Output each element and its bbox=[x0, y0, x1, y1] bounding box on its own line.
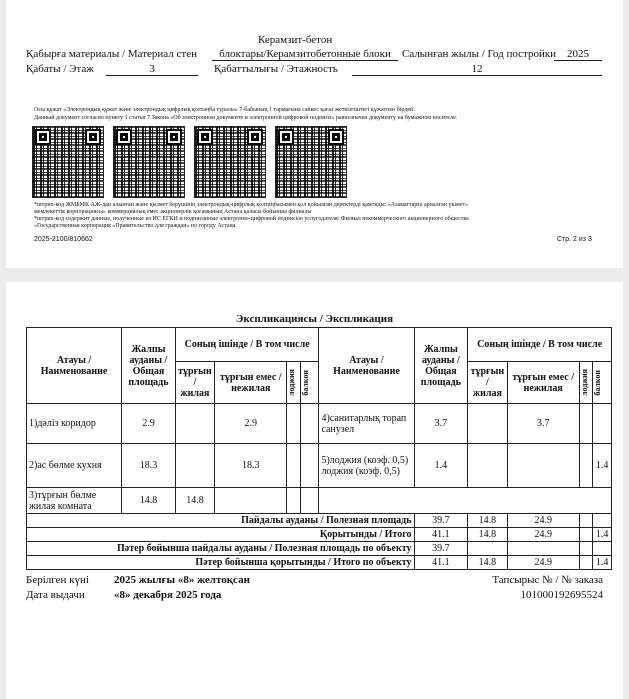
room-balcony bbox=[300, 488, 319, 514]
summary-label: Пәтер бойынша пайдалы ауданы / Полезная площадь по объекту bbox=[27, 542, 415, 556]
room-balcony bbox=[300, 444, 319, 488]
year-value: 2025 bbox=[554, 48, 602, 61]
header-balcony-left: балкон bbox=[300, 369, 310, 396]
header-loggia-right: лоджия bbox=[579, 368, 589, 397]
room-name: 5)лоджия (коэф. 0,5) лоджия (коэф. 0,5) bbox=[319, 444, 414, 488]
floors-value: 12 bbox=[352, 63, 602, 76]
room-name: 3)тұрғын бөлме жилая комната bbox=[27, 488, 122, 514]
room-balcony bbox=[593, 404, 612, 444]
summary-label: Пәтер бойынша қорытынды / Итого по объекту bbox=[27, 556, 415, 570]
floor-label: Қабаты / Этаж bbox=[26, 63, 94, 75]
room-balcony: 1.4 bbox=[593, 444, 612, 488]
table-row bbox=[27, 488, 612, 514]
summary-living: 14.8 bbox=[468, 556, 507, 570]
page-2-of-3 bbox=[6, 0, 623, 268]
barcode-note-ru-2: «Государственная корпорация «Правительство для граждан» по городу Астана bbox=[34, 223, 236, 229]
header-balcony-right: балкон bbox=[593, 369, 603, 396]
summary-nonliving bbox=[507, 542, 579, 556]
room-living bbox=[468, 444, 507, 488]
summary-row bbox=[27, 528, 612, 542]
summary-living bbox=[468, 542, 507, 556]
barcode-note-ru-1: *штрих-код содержит данные, полученные из ИС ЕГКН и подписанные электронно-цифровой подписью услугодателя: Филиал некоммерческого акционерного общества bbox=[34, 216, 469, 222]
room-loggia bbox=[287, 404, 300, 444]
header-nonliving-right: тұрғын емес / нежилая bbox=[507, 362, 579, 404]
table-row bbox=[27, 404, 612, 444]
summary-balcony: 1.4 bbox=[593, 556, 612, 570]
header-name-right: Атауы / Наименование bbox=[319, 328, 414, 404]
summary-balcony bbox=[593, 514, 612, 528]
summary-total: 39.7 bbox=[414, 542, 468, 556]
header-name-left: Атауы / Наименование bbox=[27, 328, 122, 404]
summary-nonliving: 24.9 bbox=[507, 528, 579, 542]
summary-balcony bbox=[593, 542, 612, 556]
qr-code-2 bbox=[113, 126, 185, 198]
header-including-right: Соның ішінде / В том числе bbox=[468, 328, 612, 362]
room-living bbox=[175, 444, 214, 488]
qr-code-3 bbox=[194, 126, 266, 198]
room-total: 2.9 bbox=[122, 404, 176, 444]
table-row bbox=[27, 444, 612, 488]
summary-balcony: 1.4 bbox=[593, 528, 612, 542]
summary-total: 39.7 bbox=[414, 514, 468, 528]
room-loggia bbox=[579, 444, 592, 488]
document-number: 2025-2100/810662 bbox=[34, 236, 93, 243]
order-number: 101000192695524 bbox=[520, 589, 603, 601]
order-label: Тапсырыс № / № заказа bbox=[492, 574, 603, 586]
summary-total: 41.1 bbox=[414, 556, 468, 570]
summary-loggia bbox=[579, 542, 592, 556]
room-balcony bbox=[300, 404, 319, 444]
summary-loggia bbox=[579, 514, 592, 528]
page-indicator: Стр. 2 из 3 bbox=[557, 236, 592, 243]
room-nonliving bbox=[507, 444, 579, 488]
summary-nonliving: 24.9 bbox=[507, 514, 579, 528]
summary-row bbox=[27, 514, 612, 528]
summary-row bbox=[27, 556, 612, 570]
barcode-note-kz-1: *штрих-код ЖМБМК АЖ-дан алынған және қызмет берушінің электрондық-цифрлық қолтаңбасымен қол қойылған деректерді қамтиды: «Азаматтарға арналған үкімет» bbox=[34, 202, 469, 208]
room-total: 1.4 bbox=[414, 444, 468, 488]
barcode-note-kz-2: мемлекеттік корпорациясы» коммерциялық емес акционерлік қоғамының Астана қаласы бойынша филиалы bbox=[34, 209, 312, 215]
wall-material-value-line2: блоктары/Керамзитобетонные блоки bbox=[212, 48, 398, 61]
room-name: 2)ас бөлме кухня bbox=[27, 444, 122, 488]
summary-label: Қорытынды / Итого bbox=[27, 528, 415, 542]
header-nonliving-left: тұрғын емес / нежилая bbox=[215, 362, 287, 404]
room-name: 4)санитарлық торап санузел bbox=[319, 404, 414, 444]
explication-table bbox=[26, 327, 612, 570]
summary-living: 14.8 bbox=[468, 514, 507, 528]
header-living-right: тұрғын / жилая bbox=[468, 362, 507, 404]
room-nonliving bbox=[215, 488, 287, 514]
qr-code-1 bbox=[32, 126, 104, 198]
explication-title: Экспликациясы / Экспликация bbox=[235, 313, 394, 325]
year-label: Салынған жылы / Год постройки bbox=[402, 48, 557, 60]
room-loggia bbox=[579, 404, 592, 444]
summary-loggia bbox=[579, 556, 592, 570]
qr-code-4 bbox=[275, 126, 347, 198]
header-including-left: Соның ішінде / В том числе bbox=[175, 328, 319, 362]
room-nonliving: 2.9 bbox=[215, 404, 287, 444]
page-3-of-3 bbox=[6, 282, 623, 699]
room-living bbox=[175, 404, 214, 444]
room-loggia bbox=[287, 444, 300, 488]
room-name: 1)дәліз коридор bbox=[27, 404, 122, 444]
issued-value-kz: 2025 жылғы «8» желтоқсан bbox=[114, 574, 250, 586]
issued-label-kz: Берілген күні bbox=[26, 574, 89, 586]
notice-kz: Осы құжат «Электрондық құжат және электрондық цифрлық қолтаңба туралы» 7-бабының 1 тармағына сәйкес қағаз жеткізгіштегі құжатпен бірдей. bbox=[34, 107, 415, 113]
summary-loggia bbox=[579, 528, 592, 542]
room-nonliving: 18.3 bbox=[215, 444, 287, 488]
room-nonliving: 3.7 bbox=[507, 404, 579, 444]
header-living-left: тұрғын / жилая bbox=[175, 362, 214, 404]
header-loggia-left: лоджия bbox=[287, 368, 297, 397]
wall-material-value-line1: Керамзит-бетон bbox=[258, 34, 333, 46]
summary-living: 14.8 bbox=[468, 528, 507, 542]
summary-row bbox=[27, 542, 612, 556]
wall-material-label: Қабырға материалы / Материал стен bbox=[26, 48, 197, 60]
room-total: 3.7 bbox=[414, 404, 468, 444]
issued-value-ru: «8» декабря 2025 года bbox=[114, 589, 222, 601]
issued-label-ru: Дата выдачи bbox=[26, 589, 85, 601]
summary-total: 41.1 bbox=[414, 528, 468, 542]
header-total-right: Жалпы ауданы / Общая площадь bbox=[414, 328, 468, 404]
room-total: 14.8 bbox=[122, 488, 176, 514]
notice-ru: Данный документ согласно пункту 1 статьи 7 Закона «Об электронном документе и электронной цифровой подписи» равнозначен документу на бумажном носителе. bbox=[34, 115, 458, 121]
summary-label: Пайдалы ауданы / Полезная площадь bbox=[27, 514, 415, 528]
floors-label: Қабаттылығы / Этажность bbox=[214, 63, 338, 75]
room-living bbox=[468, 404, 507, 444]
header-total-left: Жалпы ауданы / Общая площадь bbox=[122, 328, 176, 404]
room-loggia bbox=[287, 488, 300, 514]
floor-value: 3 bbox=[106, 63, 198, 76]
room-living: 14.8 bbox=[175, 488, 214, 514]
room-total: 18.3 bbox=[122, 444, 176, 488]
summary-nonliving: 24.9 bbox=[507, 556, 579, 570]
